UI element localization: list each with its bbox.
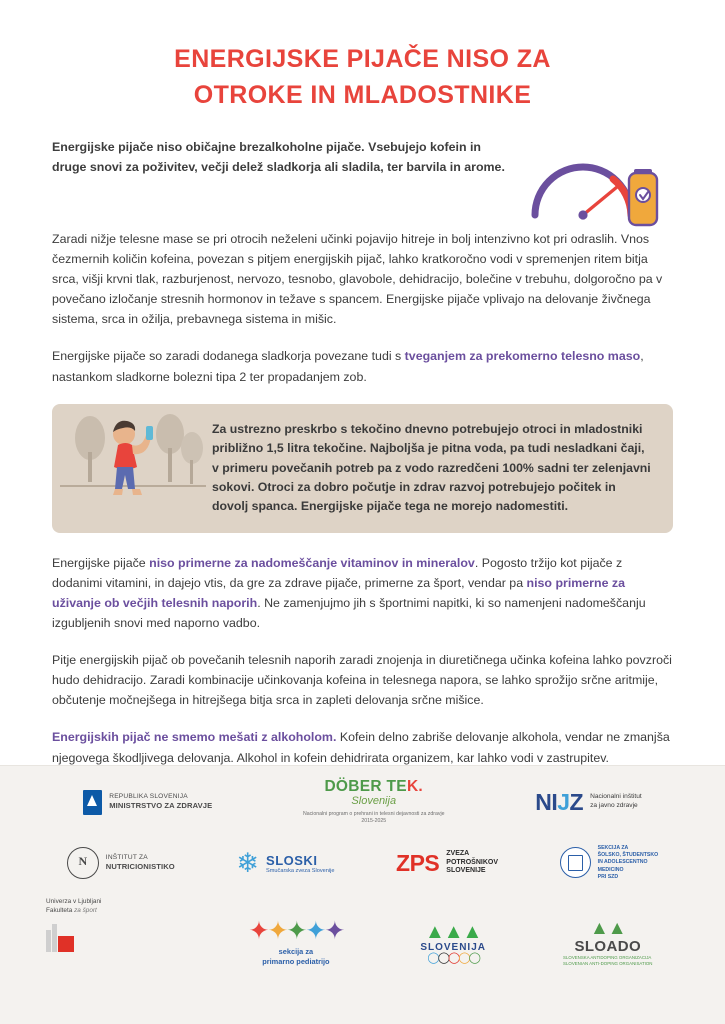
szd-line-3: IN ADOLESCENTNO — [597, 859, 648, 866]
boy-drinking-illustration — [60, 404, 206, 514]
faculty-line-2-a: Fakulteta — [46, 906, 75, 914]
faculty-line-2 — [46, 907, 101, 916]
mountains-icon: ▲▲▲ — [424, 921, 482, 943]
szd-line-1: SEKCIJA ZA — [597, 845, 629, 852]
nijz-j: J — [557, 788, 570, 815]
logo-row-2 — [0, 832, 725, 894]
paragraph-intro: Energijske pijače niso običajne brezalkoholne pijače. Vsebujejo kofein in druge snovi za poživitev, večji delež sladkorja ali sladila, ter barvila in arome. — [52, 140, 505, 175]
faculty-line-2-b: za šport — [74, 906, 97, 914]
sloado-mountain-icon: ▲▲ — [589, 918, 626, 940]
zps-line-2: POTROŠNIKOV — [446, 858, 499, 866]
sloski-line-2: Smučarska zveza Slovenije — [266, 867, 335, 874]
nutri-label — [106, 854, 175, 872]
nutri-line-2: NUTRICIONISTIKO — [105, 862, 175, 872]
logo-row-1 — [0, 766, 725, 832]
dobertek-wordmark — [299, 779, 449, 795]
szd-line-4: MEDICINO — [597, 866, 624, 873]
pediatrics-line-1: sekcija za — [278, 947, 314, 957]
zps-line-1: ZVEZA — [446, 850, 470, 858]
logo-sloado — [563, 919, 652, 966]
p3-highlight: tveganjem za prekomerno telesno maso — [404, 349, 641, 364]
slovenia-wordmark: SLOVENIJA — [420, 942, 486, 953]
p6-highlight: Energijskih pijač ne smemo mešati z alkoholom. — [52, 730, 337, 745]
sloado-line-1: SLOVENSKA ANTIDOPING ORGANIZACIJA — [563, 955, 652, 961]
faculty-mark-icon — [46, 918, 76, 952]
p4-text-a: Energijske pijače — [52, 555, 150, 570]
dobertek-line-1: DÖBER TE — [324, 778, 407, 796]
intro-section — [52, 137, 673, 229]
sloado-line-2: SLOVENIAN ANTI-DOPING ORGANISATION — [563, 961, 653, 966]
title-line-2: OTROKE IN MLADOSTNIKE — [193, 80, 532, 109]
nijz-ni: NI — [535, 788, 558, 815]
paragraph-vitamins — [52, 553, 673, 633]
olympic-rings-icon: ◯◯◯◯◯ — [427, 952, 479, 964]
callout-text: Za ustrezno preskrbo s tekočino dnevno potrebujejo otroci in mladostniki približno 1,5 litra tekočine. Najboljša je pitna voda, pa tudi nesladkani čaji, v primeru povečanih potreb pa z vodo razredčeni 100% sadni ter zelenjavni sokovi. Otroci za dobro počutje in zdrav razvoj potrebujejo počitek in dovolj spanca. Energijske pijače tega ne morejo nadomestiti. — [212, 421, 651, 514]
szd-label — [598, 845, 659, 880]
nijz-label — [590, 793, 642, 810]
coat-of-arms-icon — [83, 790, 102, 815]
szd-line-5: PRI SZD — [597, 873, 619, 880]
p4-text-c: . Ne zamenjujmo jih s športnimi napitki, ki so namenjeni nadomeščanju izgubljenih snovi med naporno vadbo. — [52, 595, 646, 631]
dobertek-line-3: Nacionalni program o prehrani in telesni dejavnosti za zdravje 2015-2025 — [302, 810, 445, 824]
page-title — [0, 0, 725, 113]
pediatrics-label — [262, 947, 329, 966]
article-body — [0, 137, 725, 768]
szd-line-2: ŠOLSKO, ŠTUDENTSKO — [597, 852, 659, 859]
paragraph-sugar — [52, 346, 673, 386]
logo-ministry-of-health — [83, 790, 212, 815]
paragraph-dehydration: Pitje energijskih pijač ob povečanih telesnih naporih zaradi znojenja in diuretičnega učinka kofeina lahko povzroči hudo dehidracijo. Zaradi kombinacije učinkovanja kofeina in telesnega napora, se lahko sprožijo srčne aritmije, občutenje močnejšega in hitrejšega bitja srca in zapleti delovanja srčne mišice. — [52, 653, 672, 708]
paragraph-alcohol — [52, 727, 673, 767]
hydration-callout — [52, 404, 673, 533]
sloado-label — [563, 955, 652, 966]
zps-label — [446, 850, 498, 875]
p4-text-b: . Pogosto tržijo kot pijače z dodanimi vitamini, in dajejo vtis, da gre za zdrave pijače, primerne za šport, vendar pa — [52, 555, 623, 590]
pediatrics-burst-icon: ✦✦✦✦✦ — [248, 917, 344, 946]
zps-wordmark: ZPS — [396, 849, 440, 876]
sloski-line-1: SLOSKI — [266, 852, 318, 868]
p4-highlight-1: niso primerne za nadomeščanje vitaminov in mineralov — [149, 555, 475, 570]
nijz-wordmark — [535, 789, 583, 816]
title-line-1: ENERGIJSKE PIJAČE NISO ZA — [174, 45, 551, 73]
szd-badge-icon — [560, 847, 591, 878]
logo-row-4 — [0, 910, 725, 976]
nijz-z: Z — [569, 788, 584, 815]
logo-szd-section — [560, 845, 659, 880]
faculty-line-1: Univerza v Ljubljani — [46, 897, 102, 905]
sloado-wordmark: SLOADO — [574, 938, 642, 956]
nutri-line-1: INŠTITUT ZA — [105, 854, 148, 862]
zps-line-3: SLOVENIJE — [446, 867, 486, 875]
paragraph-effects: Zaradi nižje telesne mase se pri otrocih neželeni učinki pojavijo hitreje in bolj intenzivno kot pri odraslih. Vnos čezmernih količin kofeina, povezan s pitjem energijskih pijač, lahko kratkoročno vodi v spremenjen ritem bitja srca, višji krvni tlak, razburjenost, nervozo, tesnobo, glavobole, dehidracijo, bolečine v trebuhu, dolgoročno pa v povečano izločanje stresnih hormonov in težave s spancem. Energijske pijače vplivajo na delovanje živčnega sistema, srca in ožilja, prebavnega sistema in mišic. — [52, 232, 663, 327]
faculty-label — [46, 898, 101, 915]
ministry-line-2: MINISTRSTVO ZA ZDRAVJE — [109, 801, 213, 811]
logo-nijz — [535, 789, 642, 816]
nijz-line-1: Nacionalni inštitut — [590, 793, 642, 801]
pediatrics-line-2: primarno pediatrijo — [262, 957, 330, 966]
drinking-boy-icon — [60, 404, 206, 514]
sloski-label — [266, 853, 334, 874]
ministry-line-1: REPUBLIKA SLOVENIJA — [109, 793, 188, 801]
intro-text — [52, 137, 507, 177]
logo-dober-tek-slovenija — [299, 779, 449, 825]
gauge-icon — [517, 129, 677, 237]
gauge-and-can-illustration — [517, 129, 677, 237]
institute-seal-icon — [67, 847, 99, 879]
ministry-label — [109, 793, 212, 811]
dobertek-line-2: Slovenija — [351, 794, 397, 807]
dobertek-dot: K. — [406, 778, 424, 796]
logo-sloski — [236, 847, 335, 878]
footer-logos — [0, 765, 725, 1024]
logo-faculty-of-sport — [46, 898, 101, 952]
logo-primarna-pediatrija — [249, 919, 344, 966]
p6-text-b: Kofein delno zabriše delovanje alkohola, vendar ne zmanjša njegovega škodljivega delovanja. Alkohol in kofein dehidrirata organizem, kar lahko vodi v zastrupitev. — [52, 730, 670, 765]
p3-text-a: Energijske pijače so zaradi dodanega sladkorja povezane tudi s — [52, 349, 405, 364]
p3-text-b: , nastankom sladkorne bolezni tipa 2 ter propadanjem zob. — [52, 349, 644, 384]
logo-zps — [396, 850, 498, 877]
logo-nutricionistika — [67, 847, 175, 879]
snowflake-icon: ❄ — [236, 847, 260, 878]
nijz-line-2: za javno zdravje — [590, 802, 638, 809]
p4-highlight-2: niso primerne za uživanje ob večjih telesnih naporih — [52, 575, 625, 610]
logo-olympic-slovenia — [420, 922, 486, 964]
